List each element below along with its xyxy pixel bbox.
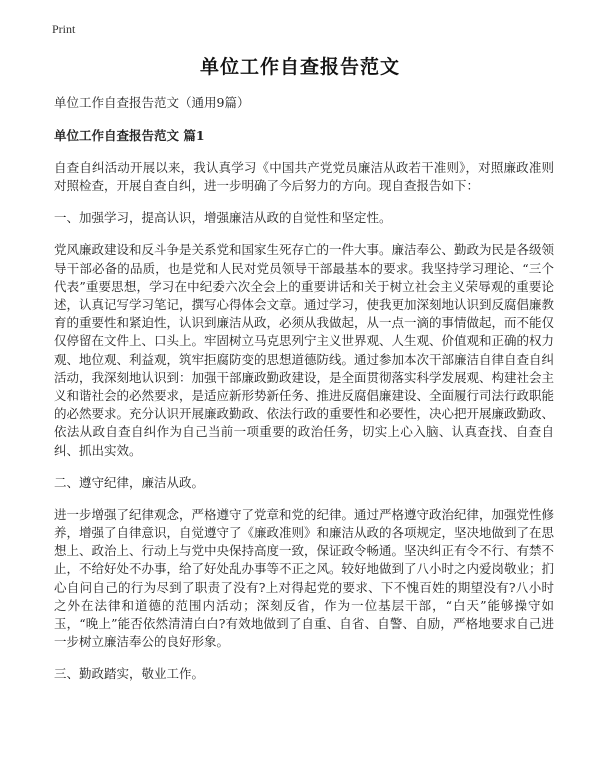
paragraph-2: 进一步增强了纪律观念，严格遵守了党章和党的纪律。通过严格遵守政治纪律，加强党性修养，增强了自律意识，自觉遵守了《廉政准则》和廉洁从政的各项规定，坚决地做到了在思想上、政治上、行动上与党中央保持高度一致，保证政令畅通。坚决纠正有令不行、有禁不止，不给好处不办事，给了好处乱办事等不正之风。较好地做到了八小时之内爱岗敬业；扪心自问自己的行为尽到了职责了没有?上对得起党的要求、下不愧百姓的期望没有?八小时之外在法律和道德的范围内活动；深刻反省，作为一位基层干部，“白天”能够操守如玉，“晚上”能否依然清清白白?有效地做到了自重、自省、自警、自励，严格地要求自己进一步树立廉洁奉公的良好形象。 (54, 506, 555, 650)
document-subtitle: 单位工作自查报告范文（通用9篇） (54, 95, 250, 110)
heading-3: 三、勤政踏实，敬业工作。 (54, 666, 205, 682)
document-title: 单位工作自查报告范文 (199, 56, 400, 78)
print-link[interactable]: Print (52, 22, 76, 36)
paragraph-1: 党风廉政建设和反斗争是关系党和国家生死存亡的一件大事。廉洁奉公、勤政为民是各级领导干部必备的品质，也是党和人民对党员领导干部最基本的要求。我坚持学习理论、“三个代表”重要思想，学习在中纪委六次全会上的重要讲话和关于树立社会主义荣辱观的重要论述，认真记写学习笔记，撰写心得体会文章。通过学习，使我更加深刻地认识到反腐倡廉教育的重要性和紧迫性，认识到廉洁从政，必须从我做起，从一点一滴的事情做起，而不能仅仅停留在文件上、口头上。牢固树立马克思列宁主义世界观、人生观、价值观和正确的权力观、地位观、利益观，筑牢拒腐防变的思想道德防线。通过参加本次干部廉洁自律自查自纠活动，我深刻地认识到：加强干部廉政勤政建设，是全面贯彻落实科学发展观、构建社会主义和谐社会的必然要求，是适应新形势新任务、推进反腐倡廉建设、全面履行司法行政职能的必然要求。充分认识开展廉政勤政、依法行政的重要性和必要性，决心把开展廉政勤政、依法从政自查自纠作为自己当前一项重要的政治任务，切实上心入脑、认真查找、自查自纠、抓出实效。 (54, 242, 555, 458)
section-heading: 单位工作自查报告范文 篇1 (54, 128, 205, 143)
document-body (54, 94, 554, 697)
heading-2: 二、遵守纪律，廉洁从政。 (54, 474, 205, 490)
intro-paragraph: 自查自纠活动开展以来，我认真学习《中国共产党党员廉洁从政若干准则》，对照廉政准则对照检查，开展自查自纠，进一步明确了今后努力的方向。现自查报告如下： (54, 160, 554, 194)
heading-1: 一、加强学习，提高认识，增强廉洁从政的自觉性和坚定性。 (54, 210, 392, 226)
